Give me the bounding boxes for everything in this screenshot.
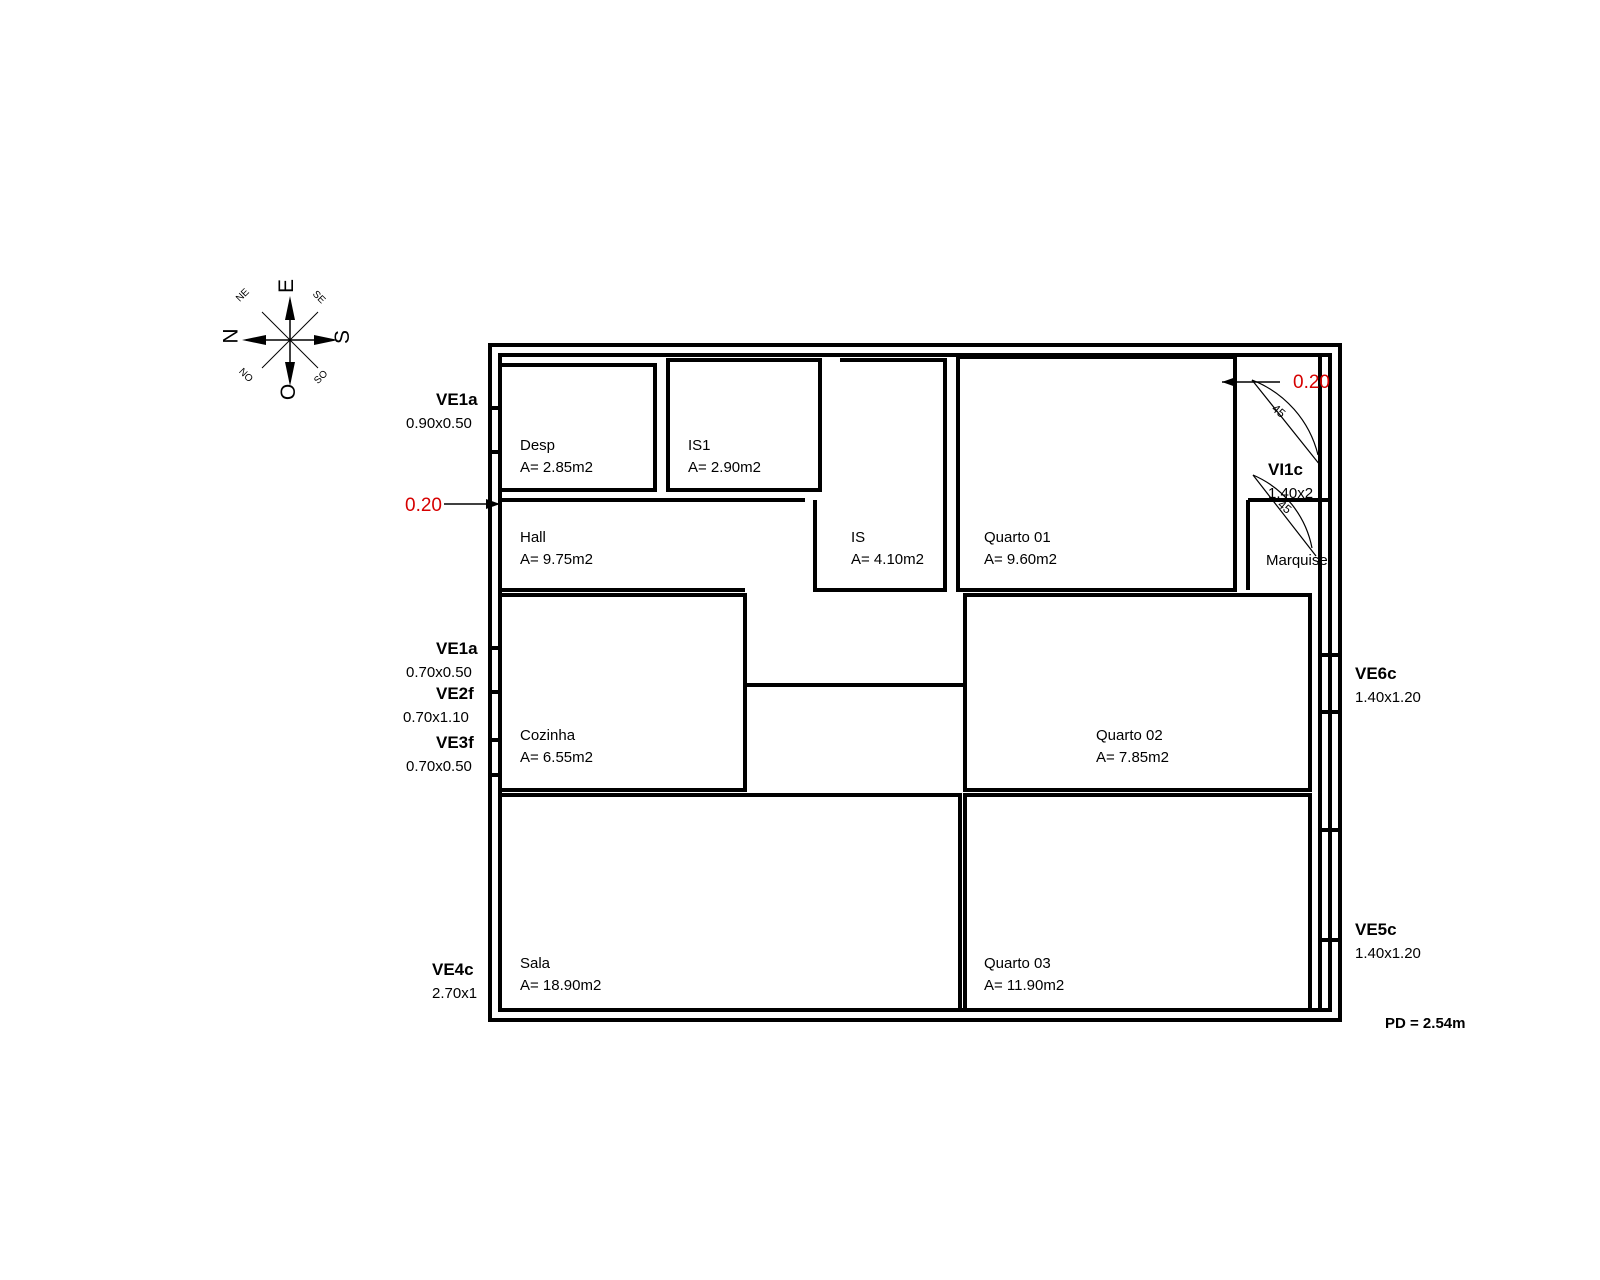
opening-code-ve3f: VE3f (436, 733, 474, 752)
room-label-quarto-02: Quarto 02 (1096, 727, 1163, 744)
door-angle-lower: 45 (1275, 497, 1295, 517)
opening-code-ve2f: VE2f (436, 684, 474, 703)
opening-dim-ve1a-left: 0.70x0.50 (406, 664, 472, 681)
opening-code-vi1c: VI1c (1268, 460, 1303, 479)
dimension-value-top-right: 0.20 (1293, 372, 1330, 393)
opening-dim-ve4c: 2.70x1 (432, 985, 478, 1002)
opening-dim-ve3f: 0.70x0.50 (406, 758, 472, 775)
room-label-hall: Hall (520, 529, 546, 546)
room-area-quarto-02: A= 7.85m2 (1096, 749, 1169, 766)
opening-code-ve5c: VE5c (1355, 920, 1397, 939)
compass-label-no: NO (236, 366, 255, 385)
compass-label-ne: NE (234, 286, 252, 305)
room-label-desp: Desp (520, 437, 556, 454)
room-area-desp: A= 2.85m2 (520, 459, 593, 476)
room-area-sala: A= 18.90m2 (520, 977, 602, 994)
dimension-value-left: 0.20 (405, 495, 442, 516)
opening-code-ve4c: VE4c (432, 960, 474, 979)
wall-lines (490, 345, 1340, 1020)
opening-dim-ve2f: 0.70x1.10 (403, 709, 469, 726)
ceiling-height-note: PD = 2.54m (1385, 1015, 1466, 1032)
room-label-is1: IS1 (688, 437, 711, 454)
opening-dim-ve5c: 1.40x1.20 (1355, 945, 1421, 962)
compass-label-n: N (219, 328, 243, 344)
room-label-marquise: Marquise (1266, 552, 1328, 569)
room-label-quarto-03: Quarto 03 (984, 955, 1051, 972)
room-label-is: IS (851, 529, 866, 546)
compass-label-se: SE (310, 288, 328, 307)
room-label-quarto-01: Quarto 01 (984, 529, 1051, 546)
opening-code-ve6c: VE6c (1355, 664, 1397, 683)
room-area-quarto-01: A= 9.60m2 (984, 551, 1057, 568)
opening-code-ve1a-top: VE1a (436, 390, 478, 409)
room-area-quarto-03: A= 11.90m2 (984, 977, 1065, 994)
opening-dim-ve1a-top: 0.90x0.50 (406, 415, 472, 432)
window-openings (490, 408, 1340, 940)
room-area-is1: A= 2.90m2 (688, 459, 761, 476)
room-area-cozinha: A= 6.55m2 (520, 749, 593, 766)
compass-label-o: O (277, 383, 301, 401)
room-area-hall: A= 9.75m2 (520, 551, 593, 568)
room-label-sala: Sala (520, 955, 551, 972)
opening-dim-ve6c: 1.40x1.20 (1355, 689, 1421, 706)
compass-label-e: E (275, 278, 299, 294)
door-angle-upper: 45 (1269, 401, 1289, 421)
opening-code-ve1a-left: VE1a (436, 639, 478, 658)
compass-label-s: S (331, 329, 355, 345)
room-label-cozinha: Cozinha (520, 727, 576, 744)
opening-dim-vi1c: 1.40x2 (1268, 485, 1314, 502)
room-area-is: A= 4.10m2 (851, 551, 924, 568)
compass-label-so: SO (312, 368, 331, 387)
